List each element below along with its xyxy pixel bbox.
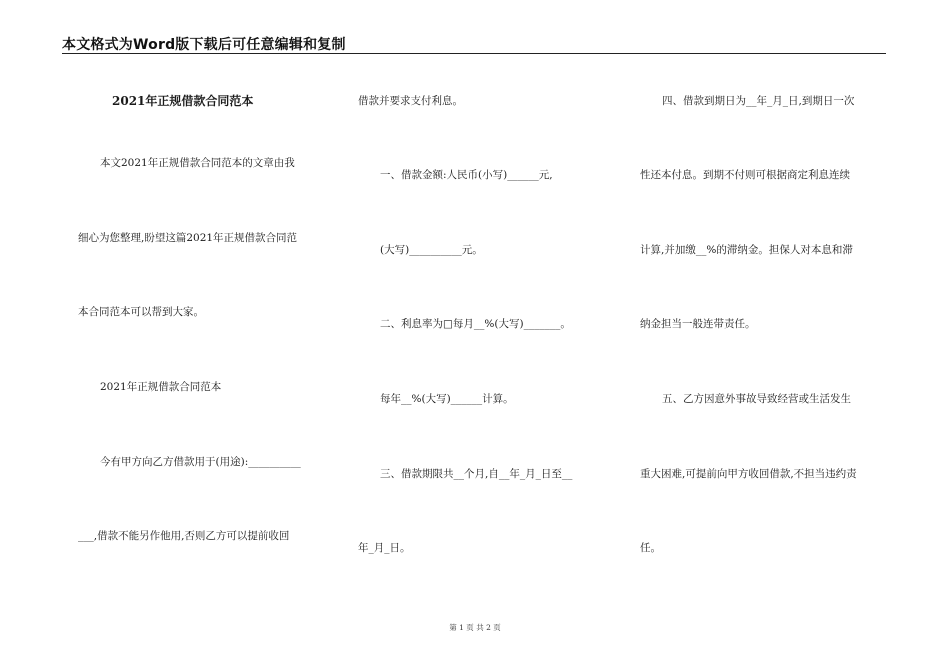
text-column-2 (358, 0, 604, 672)
clause-line: 性还本付息。到期不付则可根据商定利息连续 (640, 169, 850, 181)
clause-line: 四、借款到期日为__年_月_日,到期日一次 (662, 95, 855, 107)
clause-line: 一、借款金额:人民币(小写)______元, (380, 169, 553, 181)
clause-line: 重大困难,可提前向甲方收回借款,不担当违约责 (640, 468, 857, 480)
document-banner: 本文格式为Word版下载后可任意编辑和复制 (62, 37, 346, 53)
clause-line: 三、借款期限共__个月,自__年_月_日至__ (380, 468, 573, 480)
clause-line: 纳金担当一般连带责任。 (640, 318, 756, 330)
section-heading: 2021年正规借款合同范本 (100, 381, 222, 393)
clause-line: (大写)__________元。 (380, 244, 483, 256)
clause-line: 任。 (640, 542, 661, 554)
paragraph-line: 本文2021年正规借款合同范本的文章由我 (100, 157, 295, 169)
clause-line: 二、利息率为□每月__%(大写)_______。 (380, 318, 571, 330)
text-column-3 (640, 0, 886, 672)
paragraph-line: 本合同范本可以帮到大家。 (78, 306, 204, 318)
paragraph-line: 借款并要求支付利息。 (358, 95, 463, 107)
clause-line: 计算,并加缴__%的滞纳金。担保人对本息和滞 (640, 244, 853, 256)
clause-line: 年_月_日。 (358, 542, 411, 554)
clause-line: 每年__%(大写)______计算。 (380, 393, 514, 405)
document-title: 2021年正规借款合同范本 (112, 94, 254, 108)
page-number: 第 1 页 共 2 页 (449, 623, 501, 632)
paragraph-line: ___,借款不能另作他用,否则乙方可以提前收回 (78, 530, 290, 542)
text-column-1 (78, 0, 324, 672)
paragraph-line: 细心为您整理,盼望这篇2021年正规借款合同范 (78, 232, 298, 244)
paragraph-line: 今有甲方向乙方借款用于(用途):__________ (100, 456, 301, 468)
clause-line: 五、乙方因意外事故导致经营或生活发生 (662, 393, 851, 405)
